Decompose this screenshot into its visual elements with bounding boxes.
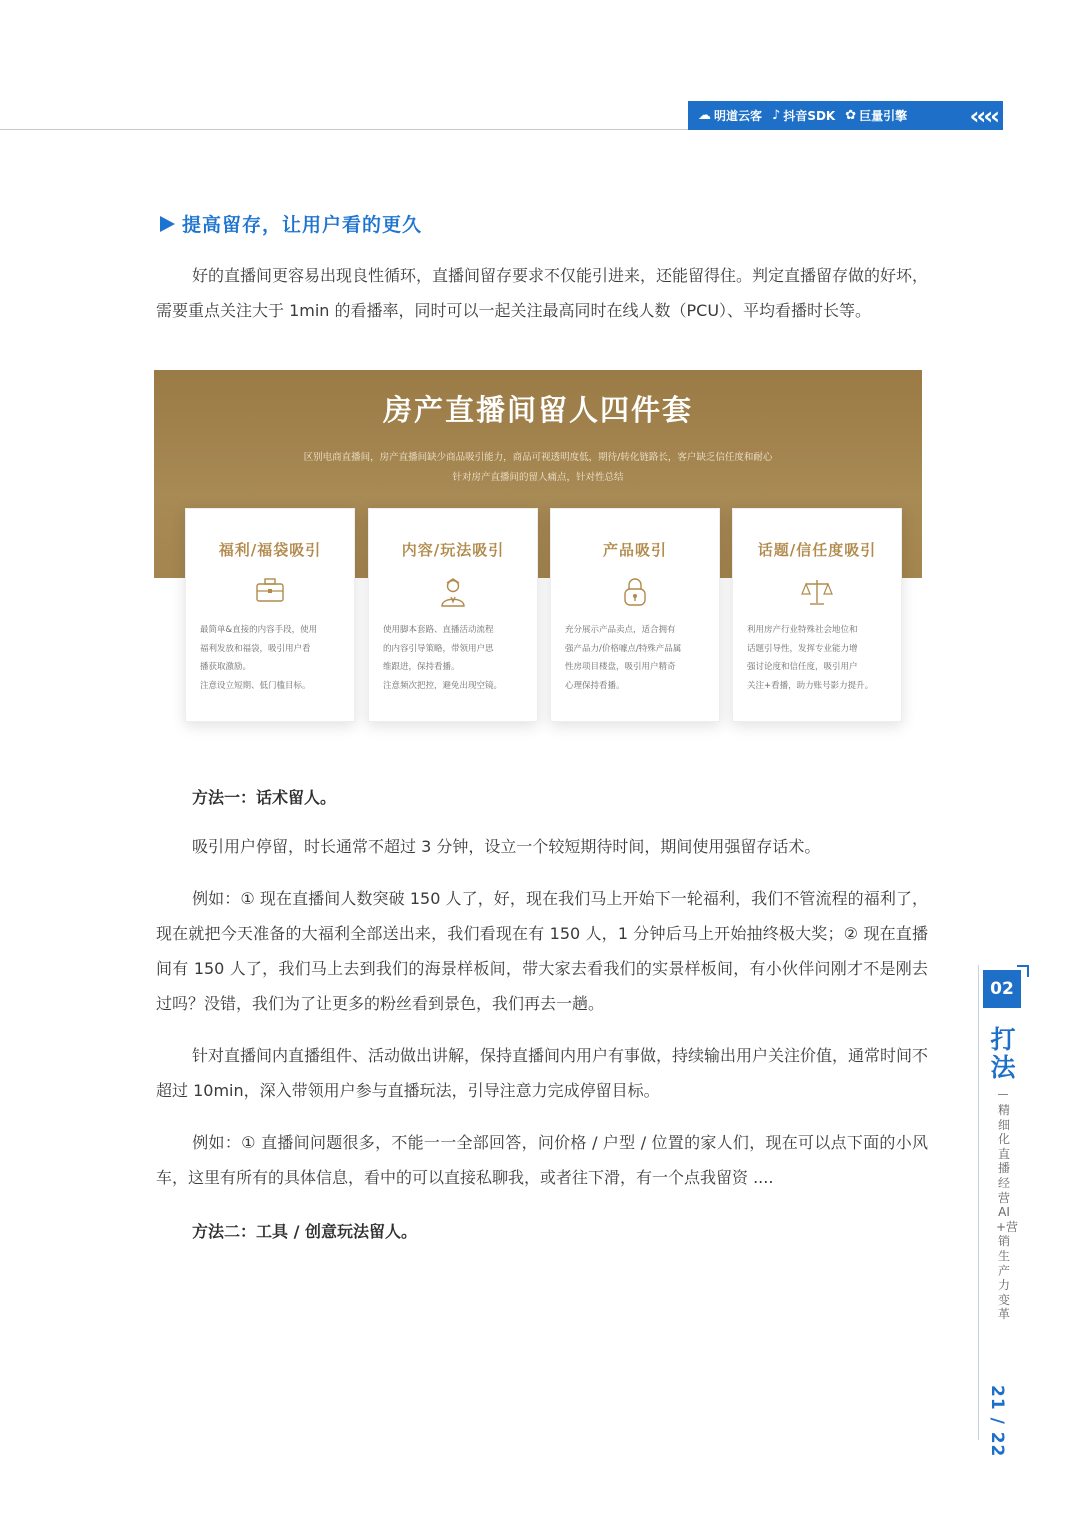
gear-icon: ✿ xyxy=(845,108,857,123)
section-heading-text: 提高留存，让用户看的更久 xyxy=(182,214,423,236)
method-1-heading: 方法一：话术留人。 xyxy=(192,788,337,807)
intro-text: 好的直播间更容易出现良性循环，直播间留存要求不仅能引进来，还能留得住。判定直播留存做的好坏，需要重点关注大于 1min 的看播率，同时可以一起关注最高同时在线人数（PCU）、平均看播时长等。 xyxy=(156,266,929,320)
card-line: 维跟进，保持看播。 xyxy=(383,662,460,672)
paragraph-text: 例如：① 直播间问题很多，不能一一全部回答，问价格 / 户型 / 位置的家人们，现在可以点下面的小风车，这里有所有的具体信息，看中的可以直接私聊我，或者往下滑，有一个点我留资 .... xyxy=(156,1133,928,1187)
intro-paragraph xyxy=(156,258,928,328)
chapter-title: 打法 xyxy=(990,1025,1016,1082)
card-product xyxy=(550,508,720,722)
card-line: 心理保持看播。 xyxy=(565,680,625,691)
card-line: 关注+看播，助力账号影力提升。 xyxy=(747,680,874,691)
brand-label: 明道云客 xyxy=(714,109,763,123)
card-body xyxy=(565,621,707,695)
brand-bar xyxy=(688,101,1003,130)
figure-subtitle: 区别电商直播间，房产直播间缺少商品吸引能力，商品可视透明度低，期待/转化链路长，客户缺乏信任度和耐心 xyxy=(303,452,773,463)
paragraph-3 xyxy=(156,881,928,1021)
card-line: 利用房产行业特殊社会地位和 xyxy=(747,625,858,635)
brand-label: 巨量引擎 xyxy=(859,109,908,123)
card-line: 强讨论度和信任度，吸引用户 xyxy=(747,662,858,672)
paragraph-4 xyxy=(156,1038,928,1108)
card-body xyxy=(383,621,525,695)
card-line: 强产品力/价格噱点/特殊产品属 xyxy=(565,643,682,654)
paragraph-2 xyxy=(156,829,928,864)
card-line: 话题引导性，发挥专业能力增 xyxy=(747,643,858,654)
card-line: 注意频次把控，避免出现空镜。 xyxy=(383,680,503,691)
figure-subtitle: 针对房产直播间的留人痛点，针对性总结 xyxy=(452,472,624,483)
card-topic xyxy=(732,508,902,722)
card-content xyxy=(368,508,538,722)
section-heading xyxy=(160,210,422,237)
card-benefit xyxy=(185,508,355,722)
card-line: 播获取激励。 xyxy=(200,662,252,672)
cloud-icon: ☁ xyxy=(698,108,711,123)
paragraph-text: 例如：① 现在直播间人数突破 150 人了，好，现在我们马上开始下一轮福利，我们不管流程的福利了，现在就把今天准备的大福利全部送出来，我们看现在有 150 人，1 分钟后马上开始抽终极大奖；② 现在直播间有 150 人了，我们马上去到我们的海景样板间，带大家去看我们的实景样板间，有小伙伴问刚才不是刚去过吗？没错，我们为了让更多的粉丝看到景色，我们再去一趟。 xyxy=(156,889,928,1013)
method-2-heading: 方法二：工具 / 创意玩法留人。 xyxy=(192,1222,417,1241)
host-icon xyxy=(369,577,537,607)
card-body xyxy=(200,621,342,695)
paragraph-text: 吸引用户停留，时长通常不超过 3 分钟，设立一个较短期待时间，期间使用强留存话术。 xyxy=(192,837,821,856)
card-line: 的内容引导策略，带领用户思 xyxy=(383,643,494,654)
page-number: 21 / 22 xyxy=(987,1385,1007,1458)
card-title: 内容/玩法吸引 xyxy=(401,541,505,559)
brand-mingdao xyxy=(698,107,762,124)
card-line: 使用脚本套路、直播活动流程 xyxy=(383,625,494,635)
card-title: 话题/信任度吸引 xyxy=(757,541,877,559)
scale-icon xyxy=(733,577,901,607)
lock-icon xyxy=(551,577,719,607)
side-divider xyxy=(998,1094,1008,1095)
chapter-number: 02 xyxy=(983,970,1021,1008)
brand-oceanengine xyxy=(845,107,907,124)
card-body xyxy=(747,621,889,695)
card-title: 福利/福袋吸引 xyxy=(218,541,322,559)
figure-title: 房产直播间留人四件套 xyxy=(382,393,693,427)
card-line: 最简单&直接的内容手段，使用 xyxy=(200,625,318,635)
card-title: 产品吸引 xyxy=(602,541,667,559)
book-title: 精细化直播经营AI+营销生产力变革 xyxy=(996,1103,1019,1322)
paragraph-5 xyxy=(156,1125,928,1195)
paragraph-text: 针对直播间内直播组件、活动做出讲解，保持直播间内用户有事做，持续输出用户关注价值，通常时间不超过 10min，深入带领用户参与直播玩法，引导注意力完成停留目标。 xyxy=(156,1046,929,1100)
brand-label: 抖音SDK xyxy=(783,109,836,123)
card-line: 性房项目楼盘，吸引用户精奇 xyxy=(565,662,676,672)
card-line: 充分展示产品卖点，适合拥有 xyxy=(565,625,676,635)
card-line: 福利发放和福袋，吸引用户看 xyxy=(200,643,311,654)
chevrons-left-icon: ‹‹‹‹ xyxy=(969,101,997,130)
side-rule xyxy=(978,965,979,1440)
brand-douyin xyxy=(772,107,835,124)
briefcase-icon xyxy=(186,577,354,603)
card-line: 注意设立短期、低门槛目标。 xyxy=(200,680,311,691)
tiktok-icon: ♪ xyxy=(772,108,781,123)
play-triangle-icon xyxy=(160,216,175,232)
